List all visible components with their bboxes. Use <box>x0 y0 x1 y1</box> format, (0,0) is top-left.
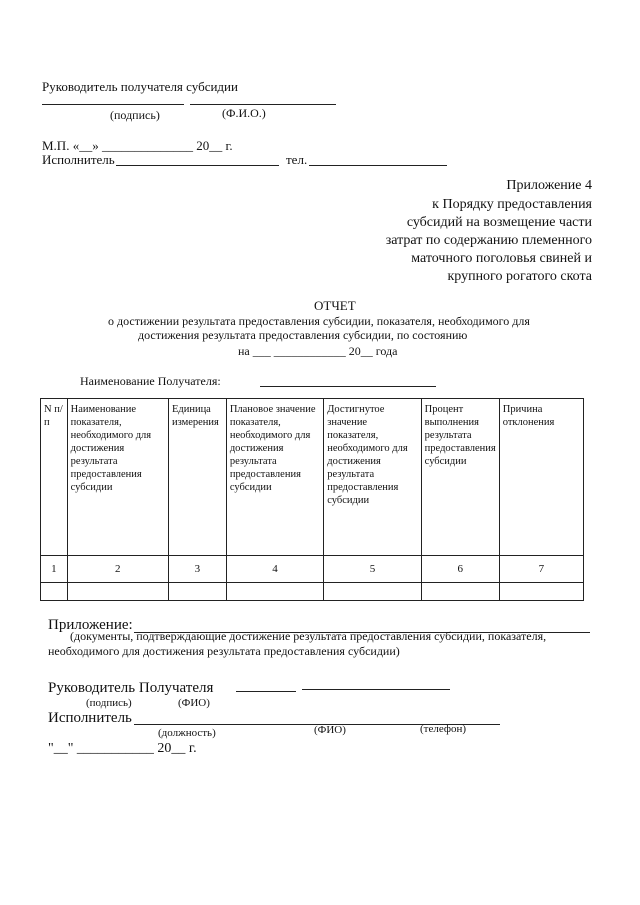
empty-cell <box>226 583 323 601</box>
appendix-line-4: затрат по содержанию племенного <box>385 233 592 248</box>
empty-cell <box>67 583 168 601</box>
header-cell-indicator: Наименование показателя, необходимого для достижения результата предоставления субсидии <box>67 399 168 556</box>
footer-phone-label: (телефон) <box>420 723 467 735</box>
footer-date-line: "__" ___________ 20__ г. <box>48 741 197 756</box>
column-number: 4 <box>226 556 323 583</box>
header-cell-percent: Процент выполнения результата предоставления субсидии <box>421 399 499 556</box>
tel-line <box>309 165 447 166</box>
executor-label: Исполнитель <box>42 152 115 167</box>
appendix-line-5: маточного поголовья свиней и <box>411 251 592 266</box>
report-date-line: на ___ ____________ 20__ года <box>238 344 398 358</box>
column-number: 1 <box>41 556 68 583</box>
top-heading: Руководитель получателя субсидии <box>42 79 238 94</box>
mp-date-line: М.П. «__» ______________ 20__ г. <box>42 138 233 153</box>
empty-cell <box>421 583 499 601</box>
footer-head-label: Руководитель Получателя <box>48 680 214 696</box>
footer-fio2-label: (ФИО) <box>314 724 346 736</box>
column-number: 6 <box>421 556 499 583</box>
report-title: ОТЧЕТ <box>314 298 356 313</box>
table-empty-row <box>41 583 584 601</box>
header-cell-achieved: Достигнутое значение показателя, необходимого для достижения результата предоставления субсидии <box>324 399 421 556</box>
signature-label: (подпись) <box>110 108 160 122</box>
report-subtitle-2: достижения результата предоставления субсидии, по состоянию <box>138 328 468 342</box>
footer-fio-line <box>302 689 450 690</box>
report-subtitle-1: о достижении результата предоставления субсидии, показателя, необходимого для <box>108 314 530 328</box>
footer-executor-label: Исполнитель <box>48 710 132 726</box>
header-cell-number: N п/п <box>41 399 68 556</box>
column-number: 5 <box>324 556 421 583</box>
attachment-note-2: необходимого для достижения результата предоставления субсидии) <box>48 644 400 658</box>
appendix-line-6: крупного рогатого скота <box>447 269 592 284</box>
column-number: 7 <box>499 556 583 583</box>
table-header-row <box>41 399 584 556</box>
footer-signature-line <box>236 691 296 692</box>
signature-line <box>42 104 184 105</box>
header-cell-unit: Единица измерения <box>168 399 226 556</box>
footer-fio-label: (ФИО) <box>178 697 210 709</box>
recipient-line <box>260 386 436 387</box>
column-number: 2 <box>67 556 168 583</box>
footer-position-label: (должность) <box>158 727 216 739</box>
report-table <box>40 398 584 601</box>
attachment-note-1: (документы, подтверждающие достижение результата предоставления субсидии, показателя, <box>70 629 547 643</box>
tel-label: тел. <box>286 152 308 167</box>
table-numbers-row <box>41 556 584 583</box>
appendix-line-3: субсидий на возмещение части <box>406 215 592 230</box>
fio-label: (Ф.И.О.) <box>222 106 266 120</box>
empty-cell <box>168 583 226 601</box>
footer-signature-label: (подпись) <box>86 697 132 709</box>
header-cell-reason: Причина отклонения <box>499 399 583 556</box>
recipient-label: Наименование Получателя: <box>80 374 221 388</box>
appendix-line-1: Приложение 4 <box>506 178 592 193</box>
appendix-line-2: к Порядку предоставления <box>432 197 592 212</box>
empty-cell <box>324 583 421 601</box>
column-number: 3 <box>168 556 226 583</box>
executor-line <box>116 165 279 166</box>
header-cell-planned: Плановое значение показателя, необходимого для достижения результата предоставления субсидии <box>226 399 323 556</box>
attachment-label: Приложение: <box>48 617 133 633</box>
empty-cell <box>41 583 68 601</box>
empty-cell <box>499 583 583 601</box>
fio-line <box>190 104 336 105</box>
